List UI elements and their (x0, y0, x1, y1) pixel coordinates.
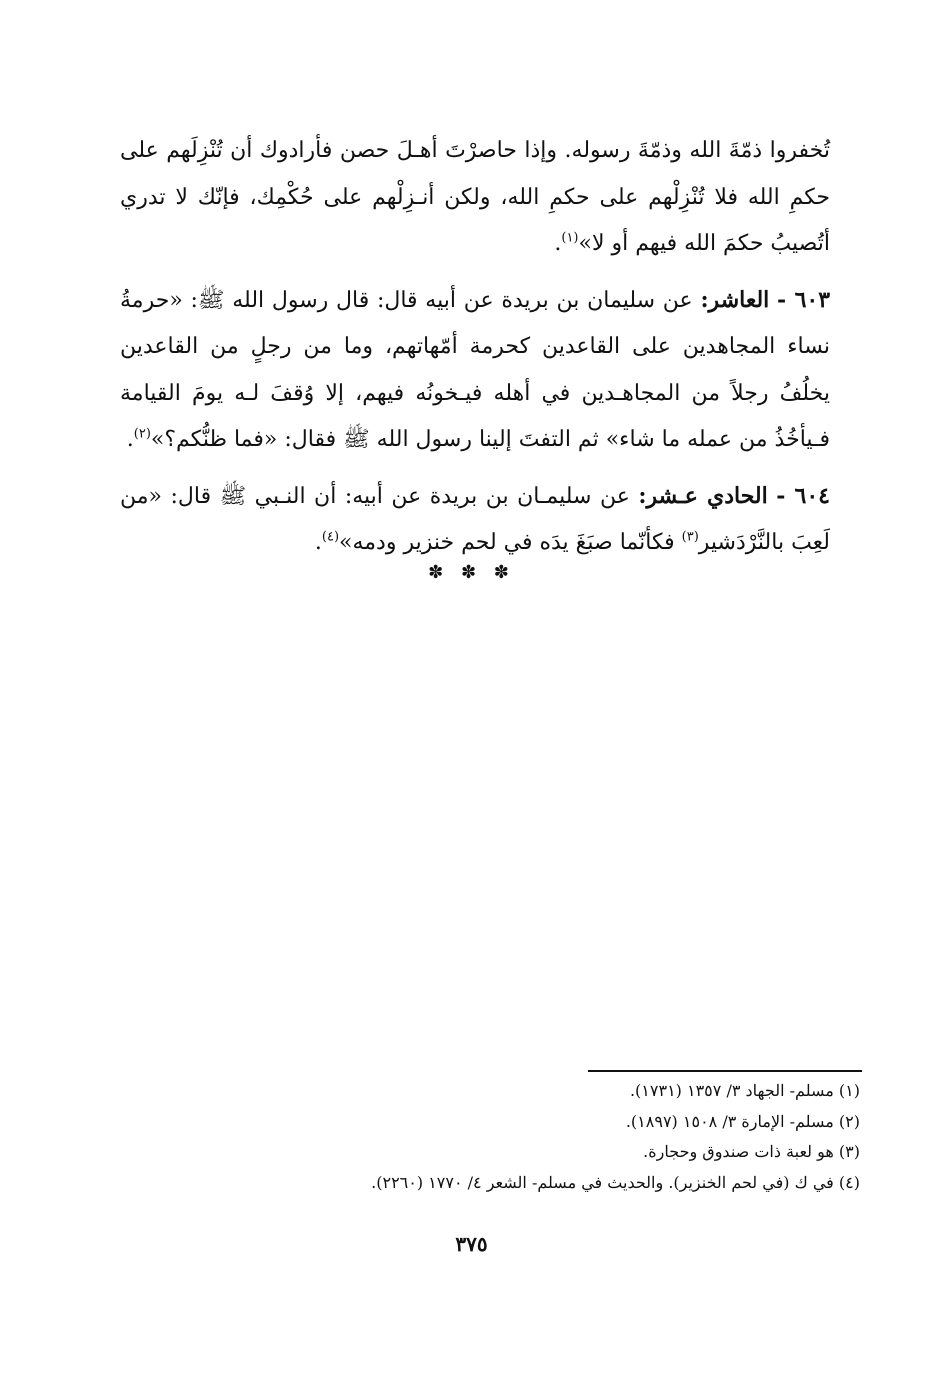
paragraph-text-continued: فكأنّما صبَغَ يدَه في لحم خنزير ودمه» (339, 530, 675, 555)
footnote-1: (١) مسلم- الجهاد ٣/ ١٣٥٧ (١٧٣١). (629, 1081, 860, 1100)
footnote-ref: (٣) (681, 529, 699, 545)
footnote-ref: (٤) (321, 529, 340, 545)
hadith-603 (120, 277, 830, 464)
page-number: ٣٧٥ (455, 1232, 488, 1256)
paragraph-text: عن سليمان بن بريدة عن أبيه قال: قال رسول الله ﷺ: «حرمةُ نساء المجاهدين على القاعدين كحرمة أمّهاتهم، وما من رجلٍ من القاعدين يخلُفُ رجلاً من المجاهـدين في أهله فيـخونُه فيهم، إلا وُقفَ لـه يومَ القيامة فـيأخُذُ من عمله ما شاء» ثم التفتَ إلينا رسول الله ﷺ فقال: «فما ظنُّكم؟» (120, 287, 830, 452)
main-text (120, 128, 830, 576)
hadith-heading: العاشر: (700, 286, 770, 313)
footnote-ref: (٢) (133, 426, 151, 442)
footnote-divider (588, 1070, 862, 1072)
paragraph-text: عن سليمـان بن بريدة عن أبيه: أن النـبي ﷺ قال: «من لَعِبَ بالنَّرْدَشير (120, 483, 830, 555)
paragraph-end: . (126, 427, 134, 452)
hadith-604 (120, 473, 830, 567)
hadith-number: ٦٠٣ - (777, 286, 831, 313)
section-separator: ✽ ✽ ✽ (428, 562, 515, 583)
paragraph-continuation (120, 128, 830, 268)
footnote-3: (٣) هو لعبة ذات صندوق وحجارة. (643, 1142, 860, 1161)
paragraph-end: . (554, 231, 562, 256)
hadith-heading: الحادي عـشر: (638, 482, 768, 509)
footnotes (300, 1076, 860, 1198)
footnote-4: (٤) في ك (في لحم الخنزير). والحديث في مسلم- الشعر ٤/ ١٧٧٠ (٢٢٦٠). (371, 1172, 860, 1192)
footnote-2: (٢) مسلم- الإمارة ٣/ ١٥٠٨ (١٨٩٧). (625, 1111, 860, 1131)
hadith-number: ٦٠٤ - (776, 482, 830, 509)
paragraph-end: . (314, 530, 322, 555)
paragraph-text: تُخفروا ذمّةَ الله وذمّةَ رسوله. وإذا حاصرْتَ أهـلَ حصن فأرادوك أن تُنْزِلَهم على حكمِ الله فلا تُنْزِلْهم على حكمِ الله، ولكن أنـزِلْهم على حُكْمِك، فإنّك لا تدري أتُصيبُ حكمَ الله فيهم أو لا» (120, 138, 830, 256)
footnote-ref: (١) (561, 230, 579, 246)
